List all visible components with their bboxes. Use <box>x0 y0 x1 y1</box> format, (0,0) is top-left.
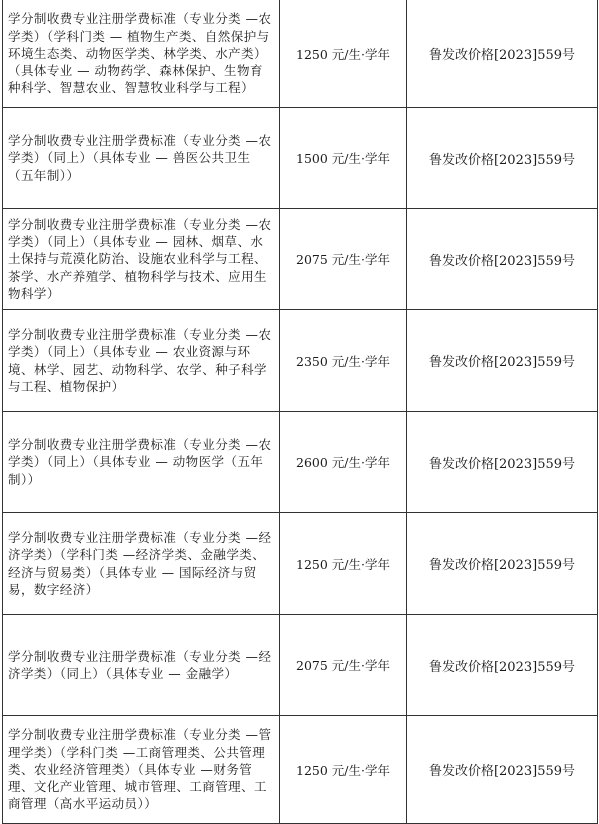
fee-description: 学分制收费专业注册学费标准（专业分类 —经济学类）（同上）（具体专业 — 金融学） <box>3 615 280 716</box>
fee-price: 1250 元/生·学年 <box>280 513 407 615</box>
document-reference: 鲁发改价格[2023]559号 <box>407 513 598 615</box>
fee-description: 学分制收费专业注册学费标准（专业分类 —经济学类）（学科门类 —经济学类、金融学类、经济与贸易类）（具体专业 — 国际经济与贸易，数字经济） <box>3 513 280 615</box>
fee-description: 学分制收费专业注册学费标准（专业分类 —农学类）（同上）（具体专业 — 兽医公共卫生（五年制）） <box>3 108 280 209</box>
fee-description: 学分制收费专业注册学费标准（专业分类 —农学类）（同上）（具体专业 — 动物医学（五年制）） <box>3 412 280 513</box>
fee-description: 学分制收费专业注册学费标准（专业分类 —农学类）（学科门类 — 植物生产类、自然保护与环境生态类、动物医学类、林学类、水产类）（具体专业 — 动物药学、森林保护、生物育种科学、智慧农业、智慧牧业科学与工程） <box>3 0 280 108</box>
table-row <box>3 310 598 412</box>
document-reference: 鲁发改价格[2023]559号 <box>407 615 598 716</box>
fee-standard-table <box>2 0 598 824</box>
fee-description: 学分制收费专业注册学费标准（专业分类 —农学类）（同上）（具体专业 — 园林、烟草、水土保持与荒漠化防治、设施农业科学与工程、茶学、水产养殖学、植物科学与技术、应用生物科学） <box>3 209 280 310</box>
table-row <box>3 209 598 310</box>
fee-description: 学分制收费专业注册学费标准（专业分类 —农学类）（同上）（具体专业 — 农业资源与环境、林学、园艺、动物科学、农学、种子科学与工程、植物保护） <box>3 310 280 412</box>
fee-price: 2350 元/生·学年 <box>280 310 407 412</box>
fee-price: 1500 元/生·学年 <box>280 108 407 209</box>
fee-price: 2075 元/生·学年 <box>280 615 407 716</box>
table-row <box>3 108 598 209</box>
document-reference: 鲁发改价格[2023]559号 <box>407 310 598 412</box>
document-reference: 鲁发改价格[2023]559号 <box>407 716 598 824</box>
fee-description: 学分制收费专业注册学费标准（专业分类 —管理学类）（学科门类 —工商管理类、公共管理类、农业经济管理类）（具体专业 —财务管理、文化产业管理、城市管理、工商管理、工商管理（高水平运动员）） <box>3 716 280 824</box>
table-row <box>3 716 598 824</box>
fee-price: 1250 元/生·学年 <box>280 716 407 824</box>
table-row <box>3 615 598 716</box>
table-row <box>3 412 598 513</box>
table-row <box>3 0 598 108</box>
fee-price: 2600 元/生·学年 <box>280 412 407 513</box>
document-reference: 鲁发改价格[2023]559号 <box>407 412 598 513</box>
document-reference: 鲁发改价格[2023]559号 <box>407 108 598 209</box>
fee-price: 1250 元/生·学年 <box>280 0 407 108</box>
fee-price: 2075 元/生·学年 <box>280 209 407 310</box>
document-reference: 鲁发改价格[2023]559号 <box>407 209 598 310</box>
table-row <box>3 513 598 615</box>
document-reference: 鲁发改价格[2023]559号 <box>407 0 598 108</box>
